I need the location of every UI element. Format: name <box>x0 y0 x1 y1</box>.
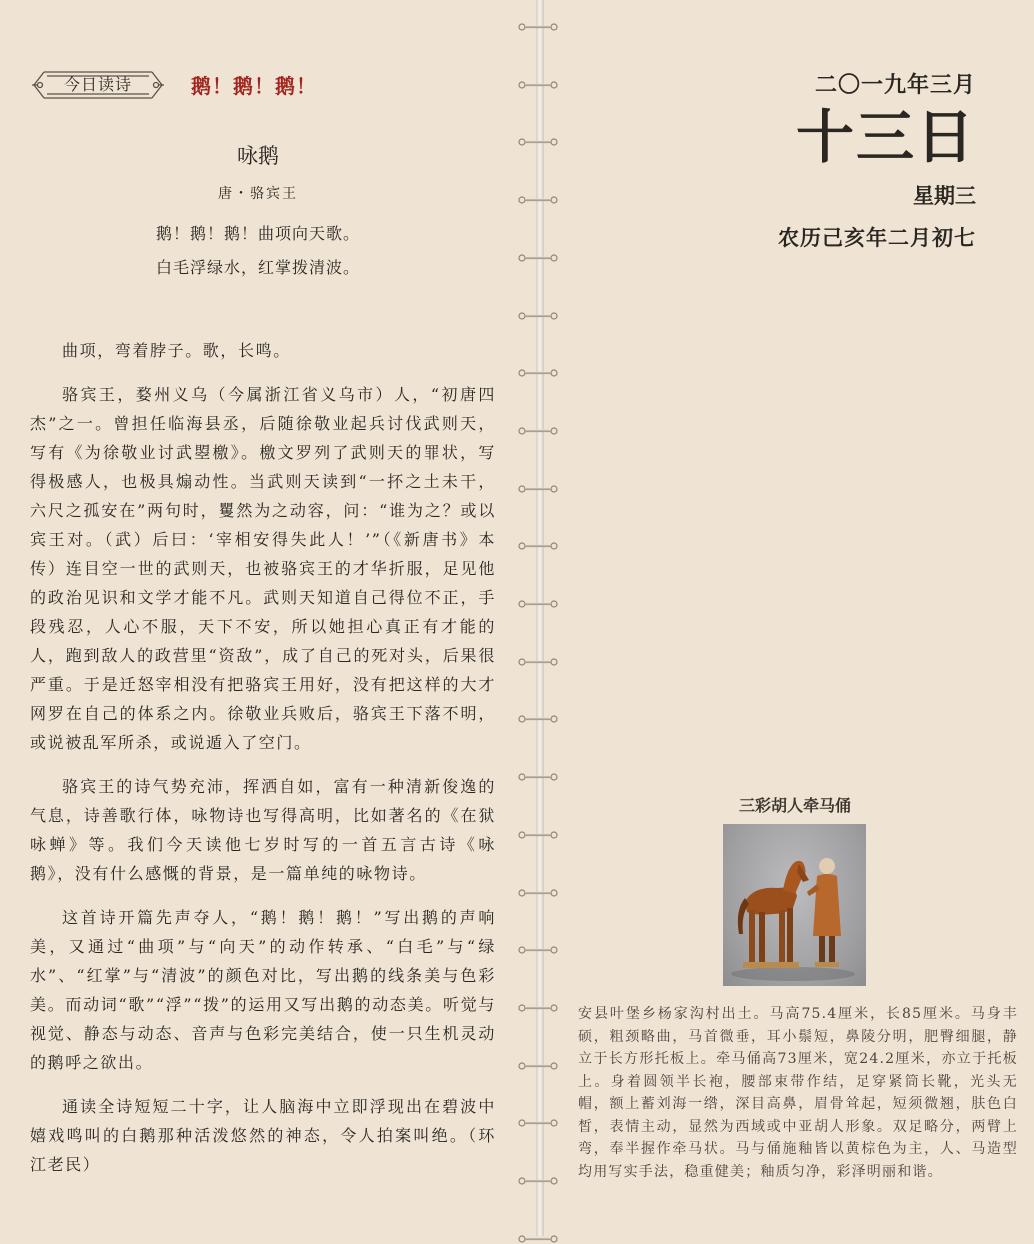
binding-ring-icon <box>518 368 558 378</box>
binding-ring-icon <box>518 1003 558 1013</box>
article-paragraph: 骆宾王，婺州义乌（今属浙江省义乌市）人，“初唐四杰”之一。曾担任临海县丞，后随徐敬业起兵讨伐武则天，写有《为徐敬业讨武曌檄》。檄文罗列了武则天的罪状，写得极感人，也极具煽动性。当武则天读到“一抔之土未干，六尺之孤安在”两句时，矍然为之动容，问：“谁为之？或以宾王对。（武）后曰：‘宰相安得失此人！’”（《新唐书》本传）连目空一世的武则天，也被骆宾王的才华折服，足见他的政治见识和文学才能不凡。武则天知道自己得位不正，手段残忍，人心不服，天下不安，所以她担心真正有才能的人，跑到敌人的政营里“资敌”，成了自己的死对头，后果很严重。于是迁怒宰相没有把骆宾王用好，没有把这样的大才网罗在自己的体系之内。徐敬业兵败后，骆宾王下落不明，或说被乱军所杀，或说遁入了空门。 <box>30 385 496 752</box>
binding-ring-icon <box>518 830 558 840</box>
binding-ring-icon <box>518 137 558 147</box>
poem-line: 白毛浮绿水，红掌拨清波。 <box>155 258 360 277</box>
article-paragraph: 这首诗开篇先声夺人，“鹅！鹅！鹅！”写出鹅的声响美，又通过“曲项”与“向天”的动作转承、“白毛”与“绿水”、“红掌”与“清波”的颜色对比，写出鹅的线条美与色彩美。而动词“歌”“浮”“拨”的运用又写出鹅的动态美。听觉与视觉、静态与动态、音声与色彩完美结合，使一只生机灵动的鹅呼之欲出。 <box>30 908 496 1072</box>
artifact-image <box>723 824 866 986</box>
section-badge <box>30 68 166 102</box>
article-body <box>30 336 496 1194</box>
binding-ring-icon <box>518 772 558 782</box>
artifact-title: 三彩胡人牵马俑 <box>738 796 851 815</box>
horse-figurine-icon <box>723 824 866 986</box>
binding-ring-icon <box>518 1118 558 1128</box>
binding-ring-icon <box>518 714 558 724</box>
article-paragraph: 曲项，弯着脖子。歌，长鸣。 <box>62 341 291 360</box>
binding-ring-icon <box>518 426 558 436</box>
binding-ring-icon <box>518 80 558 90</box>
binding-ring-icon <box>518 657 558 667</box>
binding-ring-icon <box>518 22 558 32</box>
binding-ring-icon <box>518 1176 558 1186</box>
poem-title: 咏鹅 <box>237 144 279 168</box>
binding-ring-icon <box>518 195 558 205</box>
binding-ring-icon <box>518 484 558 494</box>
binding-ring-icon <box>518 253 558 263</box>
date-year-month: 二〇一九年三月 <box>814 72 976 98</box>
binding-ring-icon <box>518 541 558 551</box>
date-day: 十三日 <box>795 103 976 171</box>
binding-ring-icon <box>518 1061 558 1071</box>
artifact-description: 安县叶堡乡杨家沟村出土。马高75.4厘米，长85厘米。马身丰硕，粗颈略曲，马首微垂，耳小鬃短，鼻陵分明，肥臀细腿，静立于长方形托板上。牵马俑高73厘米，宽24.2厘米，亦立于托板上。身着圆领半长袍，腰部束带作结，足穿紧筒长靴，光头无帽，额上蓄刘海一绺，深目高鼻，眉骨耸起，短须微翘，肤色白皙，表情主动，显然为西域或中亚胡人形象。双足略分，两臂上弯，奉半握作牵马状。马与俑施釉皆以黄棕色为主，人、马造型均用写实手法，稳重健美；釉质匀净，彩泽明丽和谐。 <box>578 1006 1018 1180</box>
binding-ring-icon <box>518 945 558 955</box>
date-weekday: 星期三 <box>913 183 976 208</box>
article-paragraph: 通读全诗短短二十字，让人脑海中立即浮现出在碧波中嬉戏鸣叫的白鹅那种活泼悠然的神态，令人拍案叫绝。（环江老民） <box>30 1097 496 1174</box>
binding-ring-icon <box>518 599 558 609</box>
binding-ring-icon <box>518 888 558 898</box>
date-lunar: 农历己亥年二月初七 <box>778 225 976 250</box>
poem-line: 鹅！鹅！鹅！曲项向天歌。 <box>155 224 360 243</box>
badge-label: 今日读诗 <box>63 75 132 94</box>
binding-spine <box>536 0 544 1236</box>
binding-ring-icon <box>518 311 558 321</box>
poem-author: 唐・骆宾王 <box>218 186 298 202</box>
article-paragraph: 骆宾王的诗气势充沛，挥洒自如，富有一种清新俊逸的气息，诗善歌行体，咏物诗也写得高明，比如著名的《在狱咏蝉》等。我们今天读他七岁时写的一首五言古诗《咏鹅》，没有什么感慨的背景，是一篇单纯的咏物诗。 <box>30 777 496 883</box>
headline: 鹅！鹅！鹅！ <box>191 74 317 98</box>
